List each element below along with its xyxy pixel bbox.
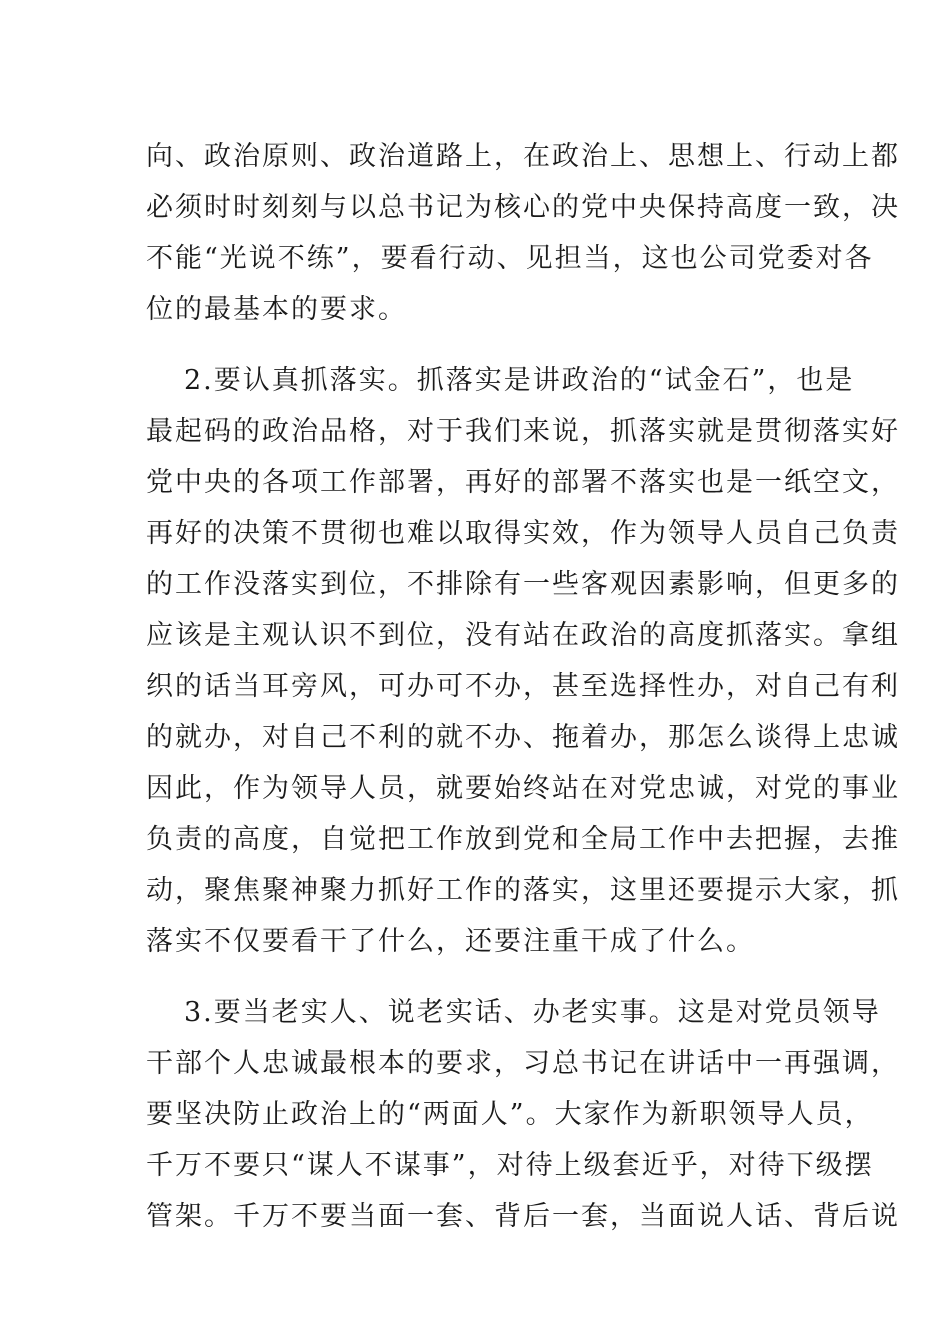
text-line: 不能“光说不练”，要看行动、见担当，这也公司党委对各 [146,243,874,274]
text-line: 2.要认真抓落实。抓落实是讲政治的“试金石”，也是 [184,365,855,396]
document-body [146,131,900,1242]
text-line: 必须时时刻刻与以总书记为核心的党中央保持高度一致，决 [146,192,900,223]
text-line: 的就办，对自己不利的就不办、拖着办，那怎么谈得上忠诚 [146,722,900,753]
paragraph-3 [146,987,900,1242]
paragraph-spacer [146,335,808,355]
text-line: 管架。千万不要当面一套、背后一套，当面说人话、背后说 [146,1201,900,1232]
text-line: 落实不仅要看干了什么，还要注重干成了什么。 [146,926,755,957]
paragraph-spacer [146,967,808,987]
text-line: 的工作没落实到位，不排除有一些客观因素影响，但更多的 [146,569,900,600]
text-line: 再好的决策不贯彻也难以取得实效，作为领导人员自己负责 [146,518,900,549]
text-line: 位的最基本的要求。 [146,294,407,325]
text-line: 应该是主观认识不到位，没有站在政治的高度抓落实。拿组 [146,620,900,651]
text-line: 织的话当耳旁风，可办可不办，甚至选择性办，对自己有利 [146,671,900,702]
text-line: 因此，作为领导人员，就要始终站在对党忠诚，对党的事业 [146,773,900,804]
text-line: 负责的高度，自觉把工作放到党和全局工作中去把握，去推 [146,824,900,855]
text-line: 最起码的政治品格，对于我们来说，抓落实就是贯彻落实好 [146,416,900,447]
text-line: 向、政治原则、政治道路上，在政治上、思想上、行动上都 [146,141,900,172]
text-line: 党中央的各项工作部署，再好的部署不落实也是一纸空文， [146,467,900,498]
text-line: 干部个人忠诚最根本的要求，习总书记在讲话中一再强调， [146,1048,900,1079]
text-line: 3.要当老实人、说老实话、办老实事。这是对党员领导 [184,997,881,1028]
text-line: 动，聚焦聚神聚力抓好工作的落实，这里还要提示大家，抓 [146,875,900,906]
paragraph-2 [146,355,900,967]
text-line: 要坚决防止政治上的“两面人”。大家作为新职领导人员， [146,1099,874,1130]
paragraph-1 [146,131,900,335]
text-line: 千万不要只“谋人不谋事”，对待上级套近乎，对待下级摆 [146,1150,874,1181]
